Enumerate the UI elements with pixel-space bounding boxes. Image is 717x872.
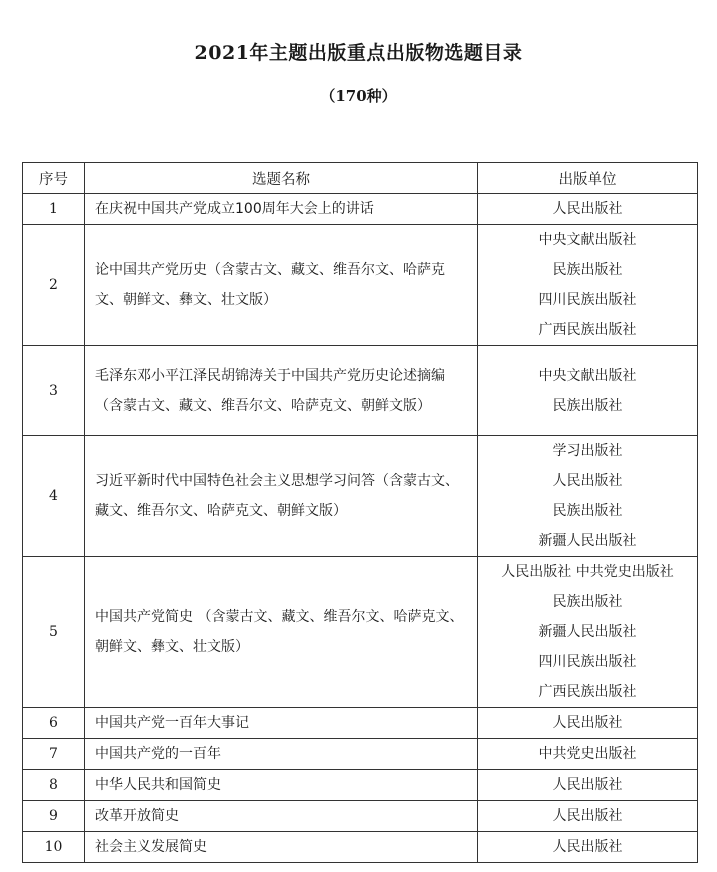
- header-serial-number: 序号: [23, 163, 85, 194]
- row-serial-number: 9: [23, 801, 85, 832]
- publisher-name: 学习出版社: [552, 443, 623, 459]
- row-publishers: [478, 770, 698, 801]
- table-row: [23, 801, 698, 832]
- row-publishers: [478, 225, 698, 346]
- row-title-name: 社会主义发展简史: [85, 832, 478, 863]
- table-row: [23, 739, 698, 770]
- row-publishers: [478, 739, 698, 770]
- row-serial-number: 4: [23, 436, 85, 557]
- publisher-name: 人民出版社: [552, 715, 623, 731]
- publisher-name: 广西民族出版社: [538, 684, 637, 700]
- row-publishers: [478, 194, 698, 225]
- publisher-name: 广西民族出版社: [538, 322, 637, 338]
- publisher-name: 民族出版社: [552, 503, 623, 519]
- table-header-row: [23, 163, 698, 194]
- publisher-name: 四川民族出版社: [538, 654, 637, 670]
- publisher-name: 四川民族出版社: [538, 292, 637, 308]
- table-body: [23, 194, 698, 863]
- header-publisher: 出版单位: [478, 163, 698, 194]
- row-title-name: 论中国共产党历史（含蒙古文、藏文、维吾尔文、哈萨克文、朝鲜文、彝文、壮文版）: [85, 225, 478, 346]
- row-publishers: [478, 436, 698, 557]
- publisher-name: 新疆人民出版社: [538, 533, 637, 549]
- header-title-name: 选题名称: [85, 163, 478, 194]
- row-serial-number: 5: [23, 557, 85, 708]
- publication-table: [22, 162, 698, 863]
- publisher-name: 民族出版社: [552, 262, 623, 278]
- table-row: [23, 770, 698, 801]
- row-serial-number: 1: [23, 194, 85, 225]
- table-row: [23, 557, 698, 708]
- publisher-name: 民族出版社: [552, 397, 623, 414]
- row-title-name: 中国共产党的一百年: [85, 739, 478, 770]
- publisher-name: 人民出版社: [552, 473, 623, 489]
- table-row: [23, 436, 698, 557]
- row-title-name: 毛泽东邓小平江泽民胡锦涛关于中国共产党历史论述摘编（含蒙古文、藏文、维吾尔文、哈萨克文、朝鲜文版）: [85, 346, 478, 436]
- publisher-name: 中共党史出版社: [538, 746, 637, 762]
- row-title-name: 在庆祝中国共产党成立100周年大会上的讲话: [85, 194, 478, 225]
- row-publishers: [478, 801, 698, 832]
- table-row: [23, 832, 698, 863]
- publisher-name: 人民出版社: [552, 777, 623, 793]
- row-serial-number: 6: [23, 708, 85, 739]
- publisher-name: 人民出版社: [552, 808, 623, 824]
- row-title-name: 中华人民共和国简史: [85, 770, 478, 801]
- row-serial-number: 10: [23, 832, 85, 863]
- table-row: [23, 225, 698, 346]
- publisher-name: 中央文献出版社: [538, 232, 637, 248]
- publisher-name: 人民出版社: [552, 839, 623, 855]
- table-row: [23, 194, 698, 225]
- table-row: [23, 346, 698, 436]
- row-serial-number: 2: [23, 225, 85, 346]
- row-publishers: [478, 832, 698, 863]
- document-subtitle: （170种）: [320, 87, 397, 105]
- row-publishers: [478, 557, 698, 708]
- row-title-name: 习近平新时代中国特色社会主义思想学习问答（含蒙古文、藏文、维吾尔文、哈萨克文、朝鲜文版）: [85, 436, 478, 557]
- row-serial-number: 8: [23, 770, 85, 801]
- row-title-name: 中国共产党简史 （含蒙古文、藏文、维吾尔文、哈萨克文、朝鲜文、彝文、壮文版）: [85, 557, 478, 708]
- publisher-name: 新疆人民出版社: [538, 624, 637, 640]
- row-serial-number: 7: [23, 739, 85, 770]
- row-title-name: 中国共产党一百年大事记: [85, 708, 478, 739]
- row-serial-number: 3: [23, 346, 85, 436]
- publisher-name: 民族出版社: [552, 594, 623, 610]
- row-title-name: 改革开放简史: [85, 801, 478, 832]
- publisher-name: 人民出版社: [552, 201, 623, 217]
- document-title: 2021年主题出版重点出版物选题目录: [194, 42, 523, 64]
- row-publishers: [478, 708, 698, 739]
- table-row: [23, 708, 698, 739]
- publisher-name: 中央文献出版社: [538, 367, 637, 384]
- publisher-name: 人民出版社 中共党史出版社: [501, 564, 674, 580]
- row-publishers: [478, 346, 698, 436]
